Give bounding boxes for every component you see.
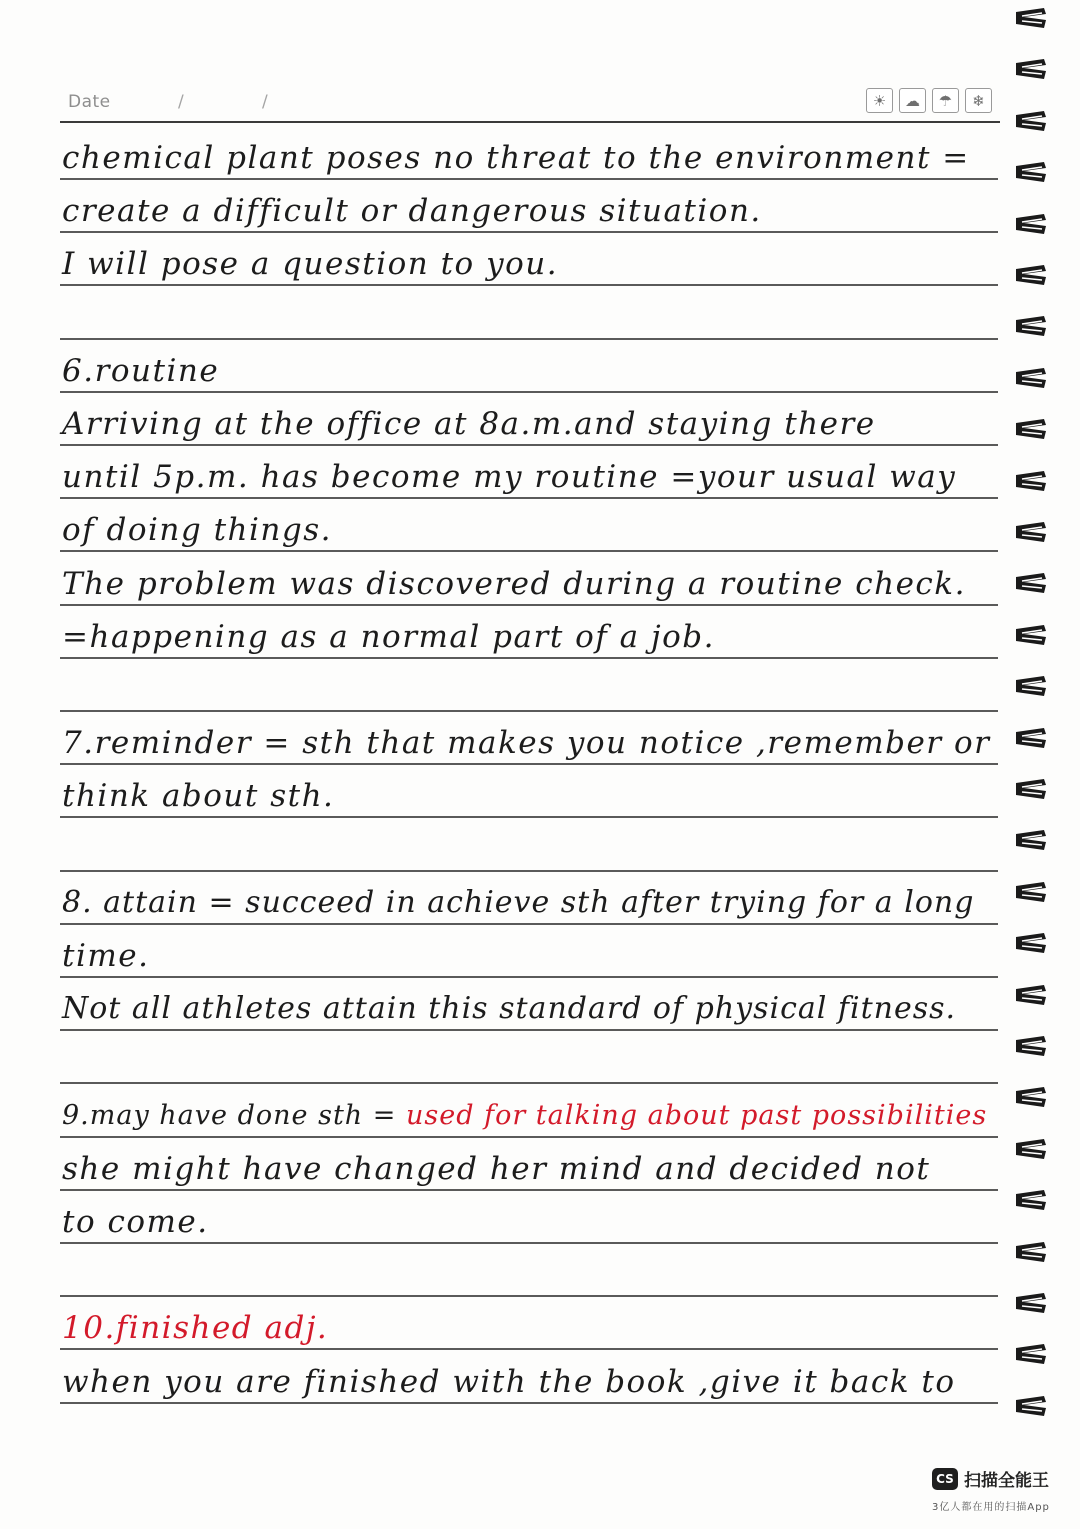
- note-line: [62, 1310, 328, 1346]
- note-text: think about sth.: [62, 778, 335, 814]
- binding-ring: [1014, 625, 1048, 647]
- note-text: 9.may have done sth =: [62, 1100, 406, 1131]
- date-separator: /: [178, 92, 184, 112]
- binding-ring: [1014, 1396, 1048, 1418]
- ruled-line: [60, 923, 998, 925]
- note-line: [62, 1151, 930, 1187]
- ruled-line: [60, 870, 998, 872]
- scanner-watermark: [932, 1466, 1049, 1491]
- note-text: until 5p.m. has become my routine =your usual way: [62, 459, 957, 495]
- binding-ring: [1014, 728, 1048, 750]
- note-line: [62, 778, 334, 814]
- binding-ring: [1014, 1242, 1048, 1264]
- note-line: [62, 140, 970, 176]
- note-text: Not all athletes attain this standard of physical fitness.: [62, 991, 957, 1026]
- ruled-line: [60, 816, 998, 818]
- note-line: [62, 246, 558, 282]
- binding-ring: [1014, 265, 1048, 287]
- note-line: [62, 991, 956, 1027]
- ruled-line: [60, 976, 998, 978]
- binding-ring: [1014, 779, 1048, 801]
- ruled-line: [60, 763, 998, 765]
- binding-ring: [1014, 316, 1048, 338]
- note-text: 8. attain = succeed in achieve sth after trying for a long: [62, 885, 975, 920]
- note-line: [62, 512, 332, 548]
- note-line: [62, 353, 219, 389]
- binding-ring: [1014, 573, 1048, 595]
- binding-ring: [1014, 830, 1048, 852]
- note-line: [62, 193, 762, 229]
- ruled-line: [60, 604, 998, 606]
- camscanner-logo: CS: [932, 1468, 958, 1490]
- binding-ring: [1014, 1190, 1048, 1212]
- note-text: 6.routine: [62, 353, 220, 389]
- binding-ring: [1014, 59, 1048, 81]
- note-line: [62, 938, 149, 974]
- binding-ring: [1014, 676, 1048, 698]
- binding-ring: [1014, 985, 1048, 1007]
- binding-ring: [1014, 522, 1048, 544]
- binding-ring: [1014, 419, 1048, 441]
- note-text: of doing things.: [62, 512, 332, 548]
- note-text-red: used for talking about past possibilities: [405, 1100, 988, 1131]
- note-text: to come.: [62, 1204, 209, 1240]
- note-line: [62, 459, 956, 495]
- note-line: [62, 566, 966, 602]
- binding-ring: [1014, 1036, 1048, 1058]
- note-text: when you are finished with the book ,give it back to: [62, 1364, 956, 1400]
- ruled-line: [60, 550, 998, 552]
- ruled-line: [60, 1136, 998, 1138]
- ruled-line: [60, 657, 998, 659]
- binding-ring: [1014, 162, 1048, 184]
- note-text: =happening as a normal part of a job.: [62, 619, 715, 655]
- date-label: Date: [68, 92, 111, 112]
- ruled-line: [60, 444, 998, 446]
- note-line: [62, 619, 715, 655]
- binding-ring: [1014, 368, 1048, 390]
- ruled-line: [60, 1029, 998, 1031]
- note-text: she might have changed her mind and decided not: [62, 1151, 931, 1187]
- binding-ring: [1014, 1087, 1048, 1109]
- note-line: [62, 406, 876, 442]
- note-line: [62, 725, 990, 761]
- ruled-line: [60, 710, 998, 712]
- binding-ring: [1014, 214, 1048, 236]
- note-text: time.: [62, 938, 150, 974]
- note-text-red: 10.finished adj.: [62, 1310, 329, 1346]
- ruled-line: [60, 178, 998, 180]
- ruled-line: [60, 1348, 998, 1350]
- ruled-line: [60, 1242, 998, 1244]
- note-line: [62, 1364, 956, 1400]
- ruled-line: [60, 338, 998, 340]
- rain-icon: ☂: [932, 88, 959, 113]
- binding-ring: [1014, 111, 1048, 133]
- binding-ring: [1014, 1139, 1048, 1161]
- header-rule: [60, 121, 1000, 123]
- sun-icon: ☀: [866, 88, 893, 113]
- note-text: chemical plant poses no threat to the environment =: [62, 140, 970, 176]
- note-text: The problem was discovered during a routine check.: [62, 566, 966, 602]
- ruled-line: [60, 1402, 998, 1404]
- binding-ring: [1014, 933, 1048, 955]
- note-text: I will pose a question to you.: [62, 246, 559, 282]
- binding-ring: [1014, 882, 1048, 904]
- ruled-line: [60, 1295, 998, 1297]
- cloud-icon: ☁: [899, 88, 926, 113]
- ruled-line: [60, 284, 998, 286]
- date-separator: /: [262, 92, 268, 112]
- note-text: 7.reminder = sth that makes you notice ,remember or: [62, 725, 991, 761]
- note-text: create a difficult or dangerous situation.: [62, 193, 762, 229]
- ruled-line: [60, 231, 998, 233]
- weather-icons: [866, 88, 992, 113]
- watermark-name: 扫描全能王: [964, 1471, 1049, 1491]
- note-line: [62, 1204, 209, 1240]
- binding-ring: [1014, 1344, 1048, 1366]
- binding-ring: [1014, 1293, 1048, 1315]
- note-line: [62, 1098, 987, 1134]
- binding-ring: [1014, 8, 1048, 30]
- binding-ring: [1014, 471, 1048, 493]
- ruled-line: [60, 1082, 998, 1084]
- ruled-line: [60, 1189, 998, 1191]
- snow-icon: ❄: [965, 88, 992, 113]
- note-line: [62, 885, 974, 921]
- watermark-tagline: 3亿人都在用的扫描App: [932, 1502, 1050, 1513]
- ruled-line: [60, 391, 998, 393]
- note-text: Arriving at the office at 8a.m.and staying there: [62, 406, 876, 442]
- ruled-line: [60, 497, 998, 499]
